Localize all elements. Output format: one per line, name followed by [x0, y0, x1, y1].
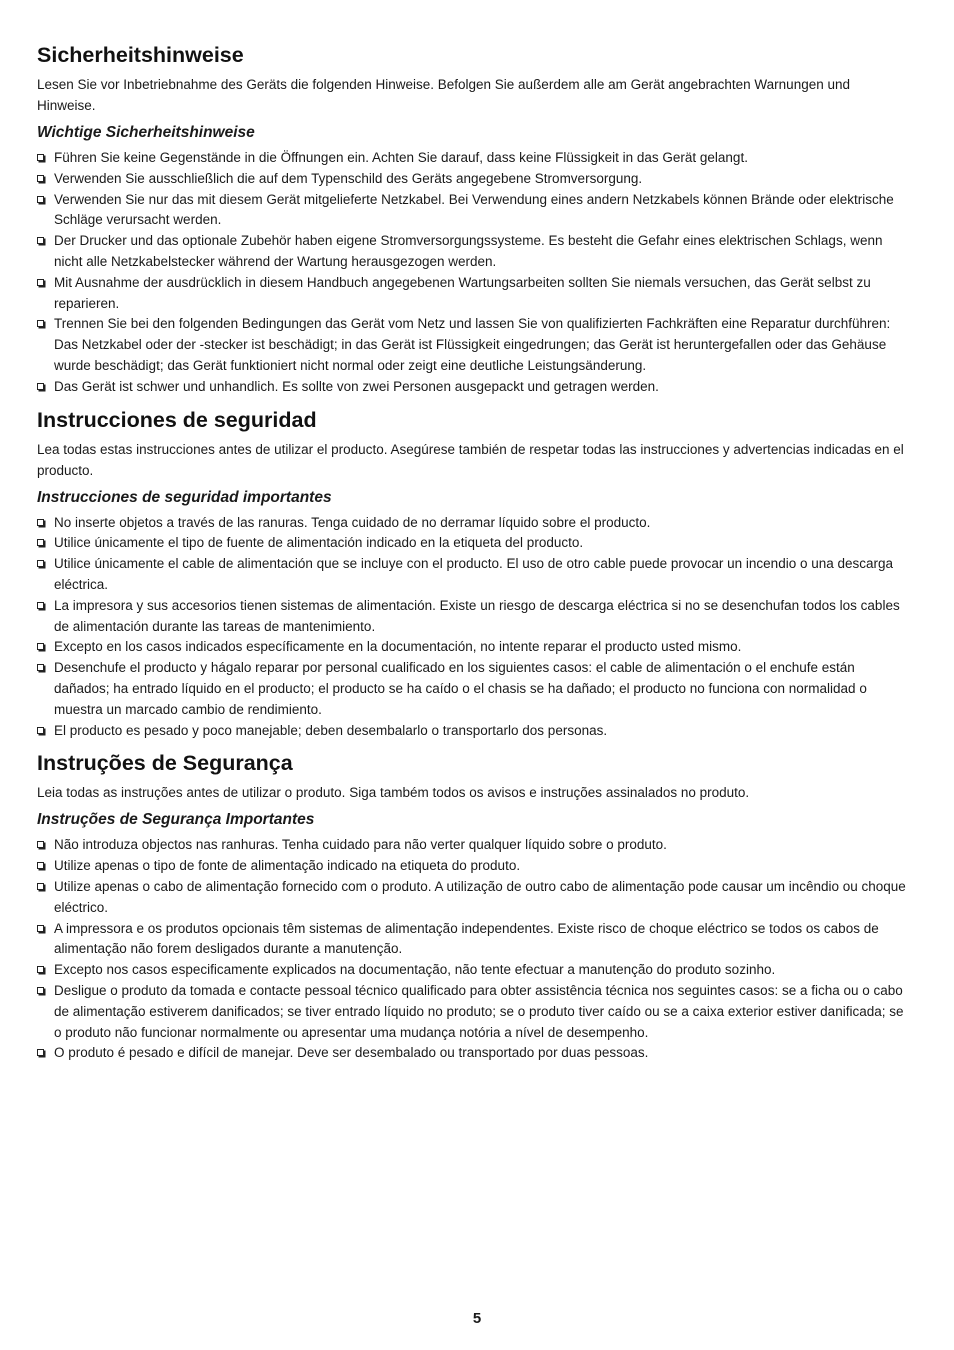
- list-item: [37, 960, 911, 981]
- list-item-text: Não introduza objectos nas ranhuras. Tenha cuidado para não verter qualquer líquido sobre o produto.: [54, 837, 667, 853]
- checkbox-bullet-icon: [37, 320, 44, 327]
- page-number: 5: [472, 1310, 482, 1327]
- list-item-text: Excepto en los casos indicados específicamente en la documentación, no intente reparar el producto usted mismo.: [54, 639, 742, 655]
- list-item-text: Das Gerät ist schwer und unhandlich. Es sollte von zwei Personen ausgepackt und getragen werden.: [54, 378, 659, 394]
- list-item-text: Utilize apenas o cabo de alimentação fornecido com o produto. A utilização de outro cabo de alimentação pode causar um incêndio ou choque eléctrico.: [54, 878, 906, 915]
- list-item: [37, 273, 911, 315]
- list-item-text: Trennen Sie bei den folgenden Bedingungen das Gerät vom Netz und lassen Sie von qualifizierten Fachkräften eine Reparatur durchführen: Das Netzkabel oder der -stecker ist beschädigt; in das Gerät ist Flüssigkeit eingedrungen; das Gerät ist heruntergefallen oder das Gehäuse wurde beschädigt; das Gerät funktioniert nicht normal oder zeigt eine deutliche Leistungsänderung.: [54, 316, 891, 373]
- list-item-text: Verwenden Sie ausschließlich die auf dem Typenschild des Geräts angegebene Stromversorgung.: [54, 170, 643, 186]
- list-item-text: Excepto nos casos especificamente explicados na documentação, não tente efectuar a manutenção do produto sozinho.: [54, 962, 776, 978]
- document-page: [37, 40, 911, 1064]
- list-item: [37, 1043, 911, 1064]
- list-item: [37, 314, 911, 376]
- list-item: [37, 231, 911, 273]
- list-item: [37, 596, 911, 638]
- list-item-text: Desligue o produto da tomada e contacte pessoal técnico qualificado para obter assistência técnica nos seguintes casos: se a ficha ou o cabo de alimentação estiverem danificados; se tiver entrado líquido no produto; se o produto tiver caído ou se a caixa exterior estiver danificada; se o produto não funcionar normalmente ou apresentar uma mudança notória a nível de desempenho.: [54, 982, 904, 1040]
- section-title: Instrucciones de seguridad: [37, 407, 317, 432]
- section-subtitle: Wichtige Sicherheitshinweise: [37, 124, 255, 141]
- list-item: [37, 637, 911, 658]
- checkbox-bullet-icon: [37, 602, 44, 609]
- list-item-text: Desenchufe el producto y hágalo reparar por personal cualificado en los siguientes casos: el cable de alimentación o el enchufe están dañados; ha entrado líquido en el producto; el producto se ha caído o el chasis se ha dañado; el producto no funciona con normalidad o muestra un marcado cambio de rendimiento.: [54, 660, 867, 717]
- list-item-text: Der Drucker und das optionale Zubehör haben eigene Stromversorgungssysteme. Es besteht die Gefahr eines elektrischen Schlags, wenn nicht alle Netzkabelstecker während der Wartung herausgezogen werden.: [54, 233, 883, 269]
- list-item-text: Führen Sie keine Gegenstände in die Öffnungen ein. Achten Sie darauf, dass keine Flüssigkeit in das Gerät gelangt.: [54, 150, 748, 165]
- list-item: [37, 877, 911, 919]
- section-subtitle: Instrucciones de seguridad importantes: [37, 488, 332, 506]
- checkbox-bullet-icon: [37, 196, 44, 203]
- list-item: [37, 513, 911, 534]
- checkbox-bullet-icon: [37, 279, 44, 286]
- checkbox-bullet-icon: [37, 175, 44, 182]
- list-item: [37, 190, 911, 232]
- list-item: [37, 658, 911, 720]
- checkbox-bullet-icon: [37, 727, 44, 734]
- section-subtitle: Instruções de Segurança Importantes: [37, 811, 315, 829]
- list-item: [37, 533, 911, 554]
- checkbox-bullet-icon: [37, 925, 44, 932]
- list-item: [37, 919, 911, 961]
- section-intro: Leia todas as instruções antes de utilizar o produto. Siga também todos os avisos e instruções assinalados no produto.: [37, 785, 750, 801]
- safety-list: [37, 148, 911, 398]
- checkbox-bullet-icon: [37, 539, 44, 546]
- section-portuguese: [37, 748, 911, 1064]
- list-item-text: Utilice únicamente el cable de alimentación que se incluye con el producto. El uso de otro cable puede provocar un incendio o una descarga eléctrica.: [54, 556, 894, 592]
- list-item-text: No inserte objetos a través de las ranuras. Tenga cuidado de no derramar líquido sobre el producto.: [54, 514, 651, 530]
- section-spanish: [37, 405, 911, 742]
- checkbox-bullet-icon: [37, 383, 44, 390]
- list-item: [37, 835, 911, 856]
- list-item-text: Utilice únicamente el tipo de fuente de alimentación indicado en la etiqueta del producto.: [54, 535, 584, 551]
- list-item-text: A impressora e os produtos opcionais têm sistemas de alimentação independentes. Existe risco de choque eléctrico se todos os cabos de alimentação não forem desligados durante a manutenção.: [54, 920, 879, 957]
- list-item: [37, 169, 911, 190]
- list-item: [37, 981, 911, 1043]
- list-item-text: Verwenden Sie nur das mit diesem Gerät mitgelieferte Netzkabel. Bei Verwendung eines andern Netzkabels können Brände oder elektrische Schläge verursacht werden.: [54, 191, 894, 228]
- checkbox-bullet-icon: [37, 966, 44, 973]
- section-intro: Lesen Sie vor Inbetriebnahme des Geräts die folgenden Hinweise. Befolgen Sie außerdem alle am Gerät angebrachten Warnungen und Hinweise.: [37, 77, 850, 113]
- checkbox-bullet-icon: [37, 664, 44, 671]
- checkbox-bullet-icon: [37, 519, 44, 526]
- list-item: [37, 554, 911, 596]
- list-item-text: Mit Ausnahme der ausdrücklich in diesem Handbuch angegebenen Wartungsarbeiten sollten Sie niemals versuchen, das Gerät selbst zu reparieren.: [54, 274, 871, 311]
- section-title: Instruções de Segurança: [37, 751, 293, 776]
- list-item: [37, 377, 911, 398]
- checkbox-bullet-icon: [37, 643, 44, 650]
- checkbox-bullet-icon: [37, 841, 44, 848]
- list-item: [37, 856, 911, 877]
- safety-list: [37, 835, 911, 1064]
- section-title: Sicherheitshinweise: [37, 43, 244, 67]
- section-intro: Lea todas estas instrucciones antes de utilizar el producto. Asegúrese también de respetar todas las instrucciones y advertencias indicadas en el producto.: [37, 441, 904, 478]
- list-item: [37, 721, 911, 742]
- checkbox-bullet-icon: [37, 154, 44, 161]
- checkbox-bullet-icon: [37, 987, 44, 994]
- safety-list: [37, 513, 911, 742]
- checkbox-bullet-icon: [37, 560, 44, 567]
- checkbox-bullet-icon: [37, 883, 44, 890]
- list-item: [37, 148, 911, 169]
- section-german: [37, 40, 911, 398]
- list-item-text: El producto es pesado y poco manejable; deben desembalarlo o transportarlo dos personas.: [54, 722, 608, 738]
- checkbox-bullet-icon: [37, 1049, 44, 1056]
- checkbox-bullet-icon: [37, 862, 44, 869]
- list-item-text: La impresora y sus accesorios tienen sistemas de alimentación. Existe un riesgo de descarga eléctrica si no se desenchufan todos los cables de alimentación durante las tareas de mantenimiento.: [54, 597, 900, 634]
- list-item-text: O produto é pesado e difícil de manejar. Deve ser desembalado ou transportado por duas pessoas.: [54, 1045, 649, 1061]
- list-item-text: Utilize apenas o tipo de fonte de alimentação indicado na etiqueta do produto.: [54, 858, 521, 874]
- checkbox-bullet-icon: [37, 237, 44, 244]
